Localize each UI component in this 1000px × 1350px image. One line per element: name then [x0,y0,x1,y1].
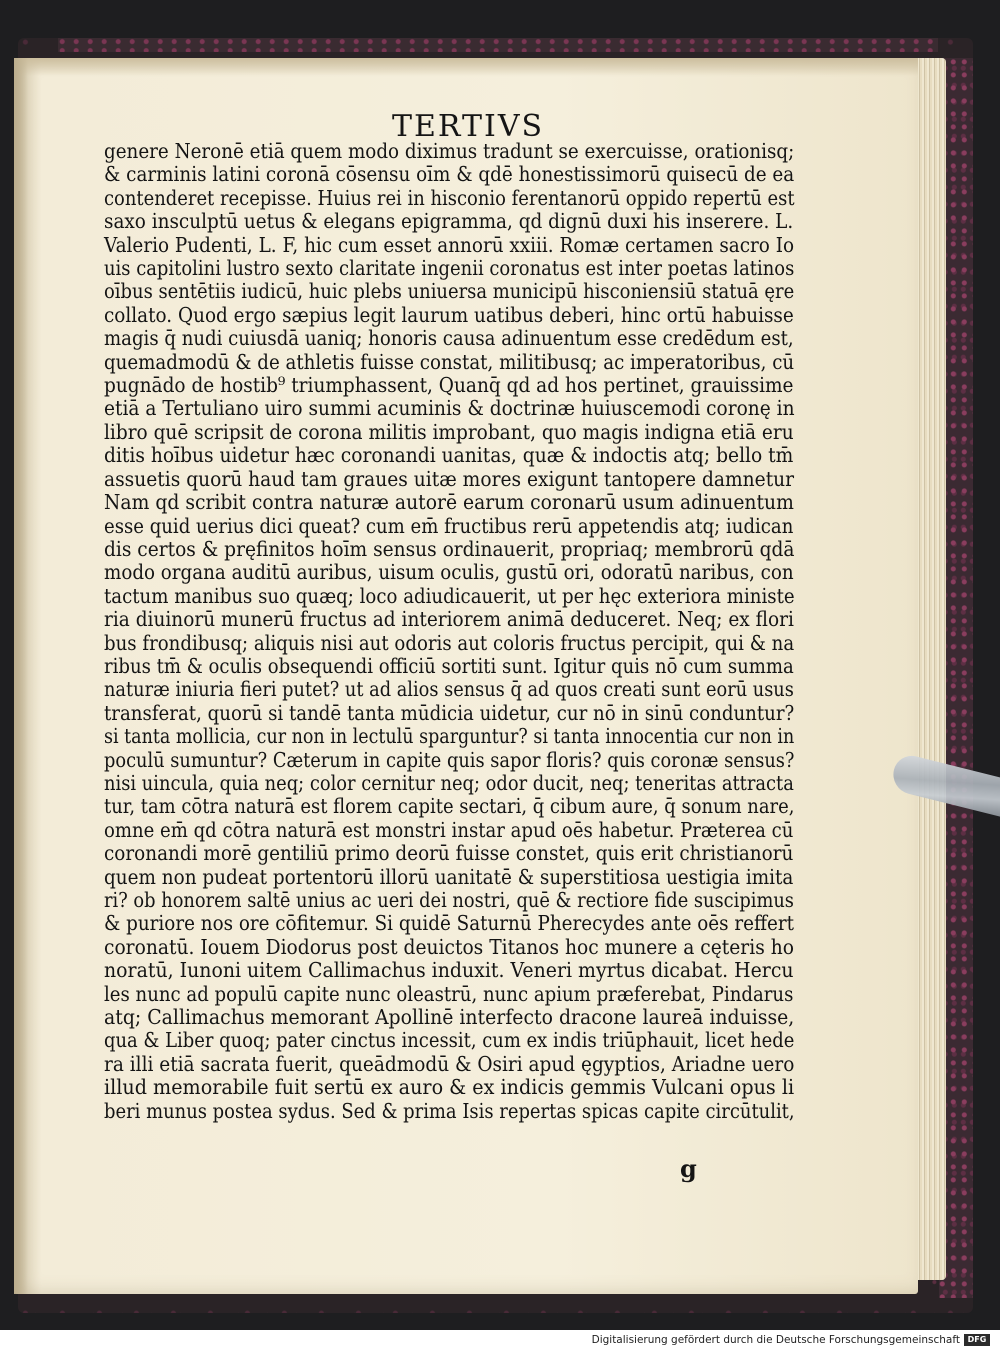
signature-mark: g [680,1154,697,1183]
page-top-shade [14,58,918,76]
text-line: tur, tam cōtra naturā est florem capite sectari, q̄ cibum aure, q̄ sonum nare, [104,794,795,819]
text-line: les nunc ad populū capite nunc oleastrū, nunc apium præferebat, Pindarus [104,981,794,1006]
text-line: ri? ob honorem saltē unius ac ueri dei nostri, quē & rectiore fide suscipimus [104,888,794,912]
footer-credit: Digitalisierung gefördert durch die Deutsche Forschungsgemeinschaft [591,1334,960,1346]
text-line: magis q̄ nudi cuiusdā uaniq; honoris causa adinuentum esse credēdum est, [104,326,794,351]
text-line: ria diuinorū munerū fructus ad interiorem animā deduceret. Neq; ex flori [104,607,794,632]
text-line: pugnādo de hostib⁹ triumphassent, Quanq̄ qd ad hos pertinet, grauissime [104,373,794,398]
text-line: coronandi morē gentiliū primo deorū fuisse constet, quis erit christianorū [104,841,794,866]
text-line: ribus tm̄ & oculis obsequendi officiū sortiti sunt. Igitur quis nō cum summa [104,653,794,678]
dfg-logo-icon: DFG [964,1334,990,1346]
text-line: libro quē scripsit de corona militis improbant, quo magis indigna etiā eru [104,419,794,444]
text-line: collato. Quod ergo sæpius legit laurum uatibus deberi, hinc ortū habuisse [104,302,794,327]
text-line: bus frondibusq; aliquis nisi aut odoris aut coloris fructus percipit, qui & na [104,630,795,655]
text-line: coronatū. Iouem Diodorus post deuictos Titanos hoc munere a cęteris ho [104,934,794,959]
text-line: poculū sumuntur? Cæterum in capite quis sapor floris? quis coronæ sensus? [104,747,795,772]
text-line: ditis hoībus uidetur hæc coronandi uanitas, quæ & indoctis atq; bello tm̄ [104,443,794,468]
text-line: si tanta mollicia, cur non in lectulū sparguntur? si tanta innocentia cur non in [104,724,795,749]
text-block [104,140,794,1123]
text-line: qua & Liber quoq; pater cinctus incessit, cum ex indis triūphauit, licet hede [104,1028,795,1053]
text-line: dis certos & pręfinitos hoīm sensus ordinauerit, propriaq; membrorū qdā [104,536,795,561]
text-line: modo organa auditū auribus, uisum oculis, gustū ori, odoratū naribus, con [104,560,794,585]
text-line: tactum manibus suo quæq; loco adiudicauerit, ut per hęc exteriora ministe [104,583,795,608]
running-header: TERTIVS [392,109,545,144]
text-line: genere Neronē etiā quem modo diximus tradunt se exercuisse, orationisq; [104,139,795,163]
text-line: omne em̄ qd cōtra naturā est monstri instar apud oēs habetur. Præterea cū [104,817,794,842]
text-line: Valerio Pudenti, L. F, hic cum esset annorū xxiii. Romæ certamen sacro Io [104,232,795,257]
text-line: atq; Callimachus memorant Apollinē interfecto dracone laureā induisse, [104,1005,795,1030]
text-line: nisi uincula, quia neq; color cernitur neq; odor ducit, neq; teneritas attracta [104,770,794,795]
text-line: saxo insculptū uetus & elegans epigramma, qd dignū duxi his inserere. L. [104,209,794,234]
text-line: illud memorabile fuit sertū ex auro & ex indicis gemmis Vulcani opus li [104,1075,795,1100]
text-line: ra illi etiā sacrata fuerit, queādmodū & Osiri apud ęgyptios, Ariadne uero [104,1051,795,1076]
cover-top-edge [58,38,938,52]
text-line: naturæ iniuria fieri putet? ut ad alios sensus q̄ ad quos creati sunt eorū usus [104,677,794,702]
text-line: noratū, Iunoni uitem Callimachus induxit. Veneri myrtus dicabat. Hercu [104,958,794,983]
text-line: quem non pudeat portentorū illorū uanitatē & superstitiosa uestigia imita [104,864,794,889]
text-line: esse quid uerius dici queat? cum em̄ fructibus rerū appetendis atq; iudican [104,513,794,538]
text-line: transferat, quorū si tandē tanta mūdicia uidetur, cur nō in sinū conduntur? [104,700,795,725]
text-line: quemadmodū & de athletis fuisse constat, militibusq; ac imperatoribus, cū [104,349,795,374]
page-left-shade [14,58,28,1294]
text-line: etiā a Tertuliano uiro summi acuminis & doctrinæ huiuscemodi coronę in [104,396,795,421]
text-line: contenderet recepisse. Huius rei in hisconio ferentanorū oppido repertū est [104,185,795,210]
text-line: beri munus postea sydus. Sed & prima Isis repertas spicas capite circūtulit, [104,1098,795,1123]
text-line: & puriore nos ore cōfitemur. Si quidē Saturnū Pherecydes ante oēs reffert [104,911,794,936]
text-line: & carminis latini coronā cōsensu oīm & qdē honestissimorū quisecū de ea [104,162,795,187]
text-line: Nam qd scribit contra naturæ autorē earum coronarū usum adinuentum [104,490,794,515]
text-line: oībus sentētiis iudicū, huic plebs uniuersa municipū hisconiensiū statuā ęre [104,279,795,304]
text-line: uis capitolini lustro sexto claritate ingenii coronatus est inter poetas latinos [104,256,795,281]
text-line: assuetis quorū haud tam graues uitæ mores exigunt tantopere damnetur [104,466,795,491]
